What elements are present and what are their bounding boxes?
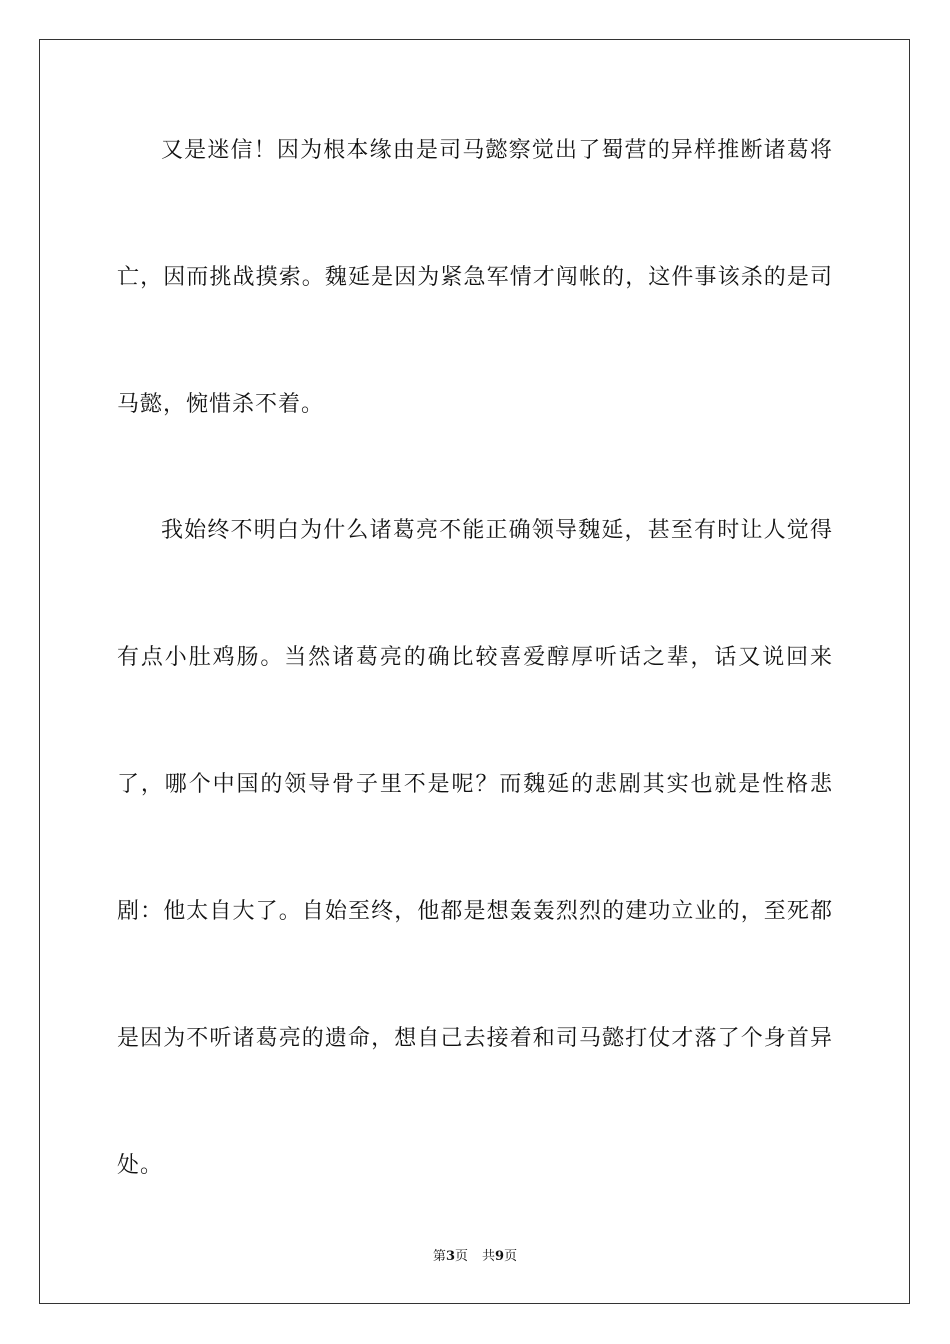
paragraph-1: 又是迷信！因为根本缘由是司马懿察觉出了蜀营的异样推断诸葛将亡，因而挑战摸索。魏延是因为紧急军情才闯帐的，这件事该杀的是司马懿，惋惜杀不着。 (117, 138, 833, 417)
paragraph-2: 我始终不明白为什么诸葛亮不能正确领导魏延，甚至有时让人觉得有点小肚鸡肠。当然诸葛亮的确比较喜爱醇厚听话之辈，话又说回来了，哪个中国的领导骨子里不是呢？而魏延的悲剧其实也就是性格悲剧：他太自大了。自始至终，他都是想轰轰烈烈的建功立业的，至死都是因为不听诸葛亮的遗命，想自己去接着和司马懿打仗才落了个身首异处。 (117, 518, 833, 1178)
total-label-prefix: 共 (482, 1249, 496, 1264)
current-page-number: 3 (445, 1249, 455, 1264)
total-label-unit: 页 (504, 1249, 518, 1264)
total-page-number: 9 (495, 1249, 505, 1264)
page-label-unit: 页 (454, 1249, 468, 1264)
page-label-prefix: 第 (432, 1249, 446, 1264)
page-footer (0, 1248, 950, 1266)
